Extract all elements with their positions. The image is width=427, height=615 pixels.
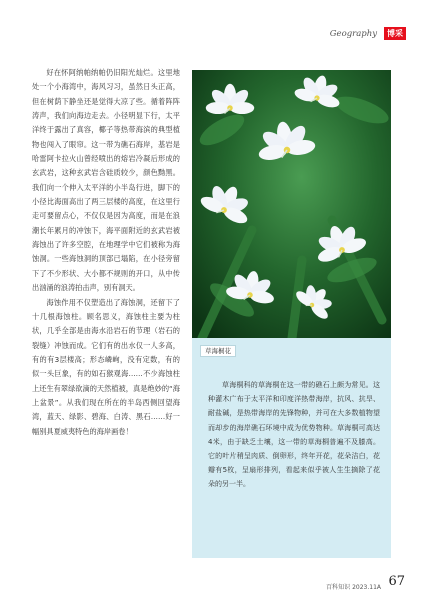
flower-photo bbox=[192, 70, 391, 338]
caption-tag: 草海桐花 bbox=[200, 345, 236, 357]
article-paragraph: 好在怀阿纳帕纳帕仍旧阳光灿烂。这里地处一个小海湾中，海风习习，虽然日头正高，但在树荫下静坐还是觉得大凉了些。循着阵阵涛声，我们向海边走去。小径明显下行，太平洋终于露出了真容，椰子等热带海滨的典型植物也闯入了眼帘。这一带为礁石海岸，基岩是哈雷阿卡拉火山曾经喷出的熔岩冷凝后形成的玄武岩，这种玄武岩含硅质较少，颜色黝黑。我们向一个伸入太平洋的小半岛行进，脚下的小径比海面高出了两三层楼的高度，在这里行走可要留点心，不仅仅是因为高度，而是在浪潮长年累月的冲蚀下，海平面附近的玄武岩被海蚀出了许多空腔，在地理学中它们被称为海蚀洞。一些海蚀洞的顶部已塌陷，在小径旁留下了不少形状、大小都不规则的开口，从中传出汹涌的浪涛拍击声，别有洞天。 bbox=[32, 68, 180, 293]
page-number: 67 bbox=[388, 574, 405, 589]
section-badge: 博采 bbox=[384, 27, 406, 40]
footer-source: 百科知识 2023.11A bbox=[326, 584, 381, 591]
article-paragraph: 海蚀作用不仅塑造出了海蚀洞，还留下了十几根海蚀柱。顾名思义，海蚀柱主要为柱状，几乎全部是由海水沿岩石的节理（岩石的裂缝）冲蚀而成。它们有的出水仅一人多高，有的有3层楼高；形态嶙峋，没有定数，有的似一头巨象，有的如石猴观海……不少海蚀柱上还生有翠绿欲滴的天然植被，真是绝妙的“海上盆景”。从我们现在所在的半岛西侧回望海湾，蓝天、绿影、碧海、白涛、黑石……好一幅别具夏威夷特色的海岸画卷！ bbox=[32, 297, 180, 436]
caption-panel bbox=[192, 338, 391, 558]
caption-body bbox=[208, 378, 380, 492]
caption-paragraph: 草海桐科的草海桐在这一带的礁石上颇为常见。这种灌木广布于太平洋和印度洋热带海岸，抗风、抗旱、耐盐碱，是热带海岸的先锋物种，并可在大多数植物望而却步的海岸礁石环境中成为优势物种。草海桐可高达4米，由于缺乏土壤，这一带的草海桐普遍不及膝高。它的叶片稍呈肉质、倒卵形，终年开花，花朵洁白，花瓣有5枚，呈扇形排列，看起来似乎被人生生摘除了花朵的另一半。 bbox=[208, 381, 380, 489]
article-body bbox=[32, 66, 180, 439]
section-title-en: Geography bbox=[329, 29, 377, 39]
page-header bbox=[0, 0, 427, 44]
scaevola-flowers-image bbox=[192, 70, 391, 338]
